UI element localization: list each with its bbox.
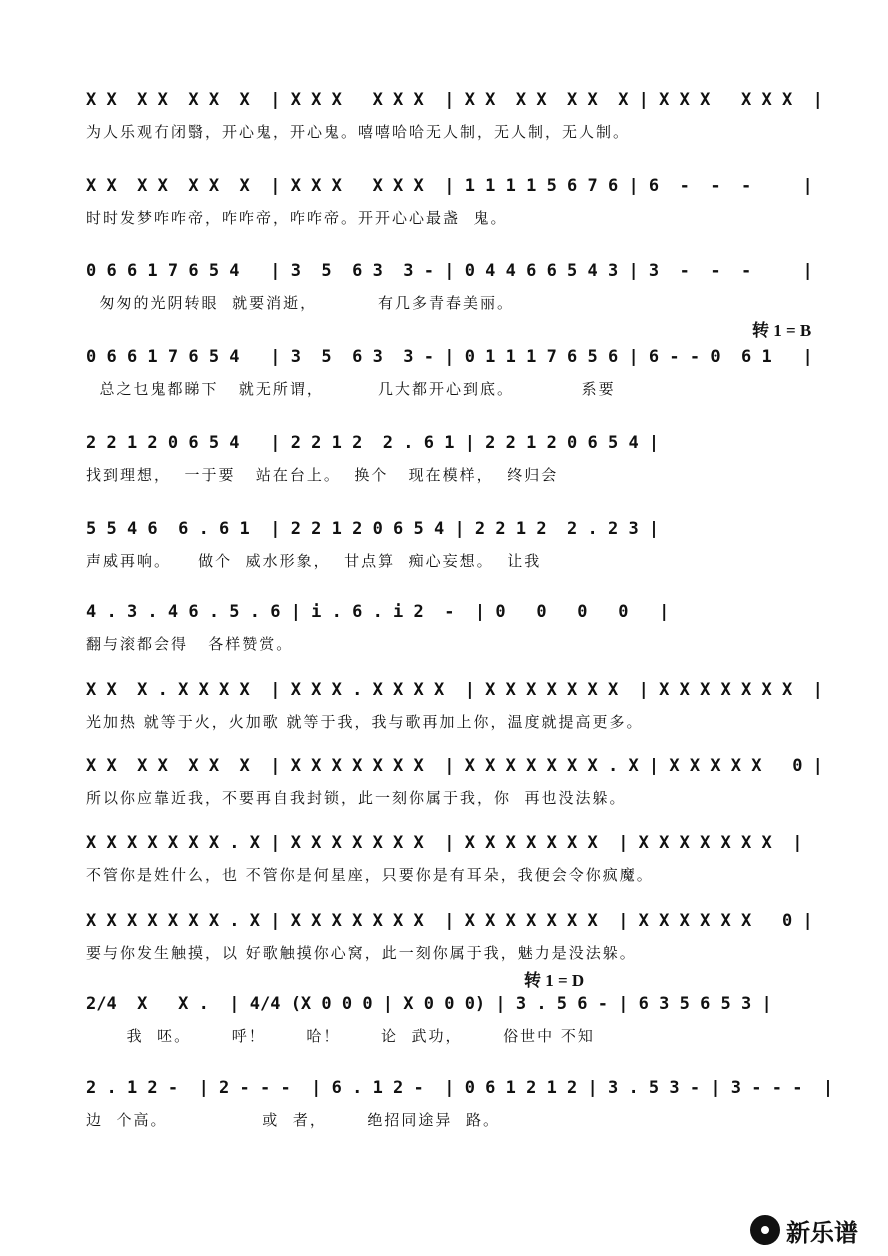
- notation-line: 0 6 6 1 7 6 5 4 | 3 5 6 3 3 - | 0 4 4 6 6 5 4 3 | 3 - - - |: [86, 261, 813, 281]
- lyric-line: 要与你发生触摸，以 好歌触摸你心窝，此一刻你属于我，魅力是没法躲。: [86, 944, 637, 962]
- lyric-line: 总之乜鬼都睇下 就无所谓， 几大都开心到底。 系要: [86, 380, 616, 398]
- score-system: [0, 678, 888, 758]
- score-system: [0, 517, 888, 597]
- score-system: [0, 174, 888, 254]
- notation-line: 5 5 4 6 6 . 6 1 | 2 2 1 2 0 6 5 4 | 2 2 1 2 2 . 2 3 |: [86, 519, 660, 539]
- lyric-line: 不管你是姓什么，也 不管你是何星座，只要你是有耳朵，我便会令你疯魔。: [86, 866, 654, 884]
- score-system: [0, 831, 888, 911]
- lyric-line: 光加热 就等于火，火加歌 就等于我，我与歌再加上你，温度就提高更多。: [86, 713, 644, 731]
- score-system: [0, 992, 888, 1072]
- notation-line: 4 . 3 . 4 6 . 5 . 6 | i . 6 . i 2 - | 0 0 0 0 |: [86, 602, 670, 622]
- notation-line: 2/4 X X . | 4/4 (X 0 0 0 | X 0 0 0) | 3 . 5 6 - | 6 3 5 6 5 3 |: [86, 994, 772, 1014]
- music-disc-icon: [750, 1215, 780, 1245]
- lyric-line: 翻与滚都会得 各样赞赏。: [86, 635, 294, 653]
- score-system: [0, 88, 888, 168]
- lyric-line: 时时发梦咋咋帝，咋咋帝，咋咋帝。开开心心最盏 鬼。: [86, 209, 508, 227]
- notation-line: X X X X X X X | X X X X X X | 1 1 1 1 5 6 7 6 | 6 - - - |: [86, 176, 813, 196]
- key-change-mark: 转 1 = B: [752, 321, 812, 340]
- score-system: [0, 431, 888, 511]
- lyric-line: 我 呸。 呼！ 哈！ 论 武功， 俗世中 不知: [86, 1027, 595, 1045]
- logo-text: 新乐谱: [786, 1218, 858, 1247]
- lyric-line: 边 个高。 或 者， 绝招同途异 路。: [86, 1111, 500, 1129]
- lyric-line: 匆匆的光阴转眼 就要消逝， 有几多青春美丽。: [86, 294, 514, 312]
- lyric-line: 所以你应靠近我，不要再自我封锁，此一刻你属于我，你 再也没法躲。: [86, 789, 627, 807]
- site-logo[interactable]: [750, 1210, 878, 1250]
- notation-line: X X X X X X X . X | X X X X X X X | X X X X X X X | X X X X X X X |: [86, 833, 803, 853]
- notation-line: X X X . X X X X | X X X . X X X X | X X X X X X X | X X X X X X X |: [86, 680, 823, 700]
- score-system: [0, 1076, 888, 1156]
- notation-line: 2 2 1 2 0 6 5 4 | 2 2 1 2 2 . 6 1 | 2 2 1 2 0 6 5 4 |: [86, 433, 660, 453]
- score-system: [0, 754, 888, 834]
- score-system: [0, 345, 888, 425]
- notation-line: X X X X X X X . X | X X X X X X X | X X X X X X X | X X X X X X 0 |: [86, 911, 813, 931]
- notation-line: X X X X X X X | X X X X X X | X X X X X X X | X X X X X X |: [86, 90, 823, 110]
- score-system: [0, 909, 888, 989]
- notation-line: 0 6 6 1 7 6 5 4 | 3 5 6 3 3 - | 0 1 1 1 7 6 5 6 | 6 - - 0 6 1 |: [86, 347, 813, 367]
- notation-line: 2 . 1 2 - | 2 - - - | 6 . 1 2 - | 0 6 1 2 1 2 | 3 . 5 3 - | 3 - - - |: [86, 1078, 834, 1098]
- score-system: [0, 600, 888, 680]
- lyric-line: 声威再响。 做个 威水形象， 甘点算 痴心妄想。 让我: [86, 552, 542, 570]
- key-change-mark: 转 1 = D: [524, 971, 585, 990]
- lyric-line: 为人乐观冇闭翳，开心鬼，开心鬼。嘻嘻哈哈无人制，无人制，无人制。: [86, 123, 631, 141]
- notation-line: X X X X X X X | X X X X X X X | X X X X X X X . X | X X X X X 0 |: [86, 756, 823, 776]
- lyric-line: 找到理想， 一于要 站在台上。 换个 现在模样， 终归会: [86, 466, 559, 484]
